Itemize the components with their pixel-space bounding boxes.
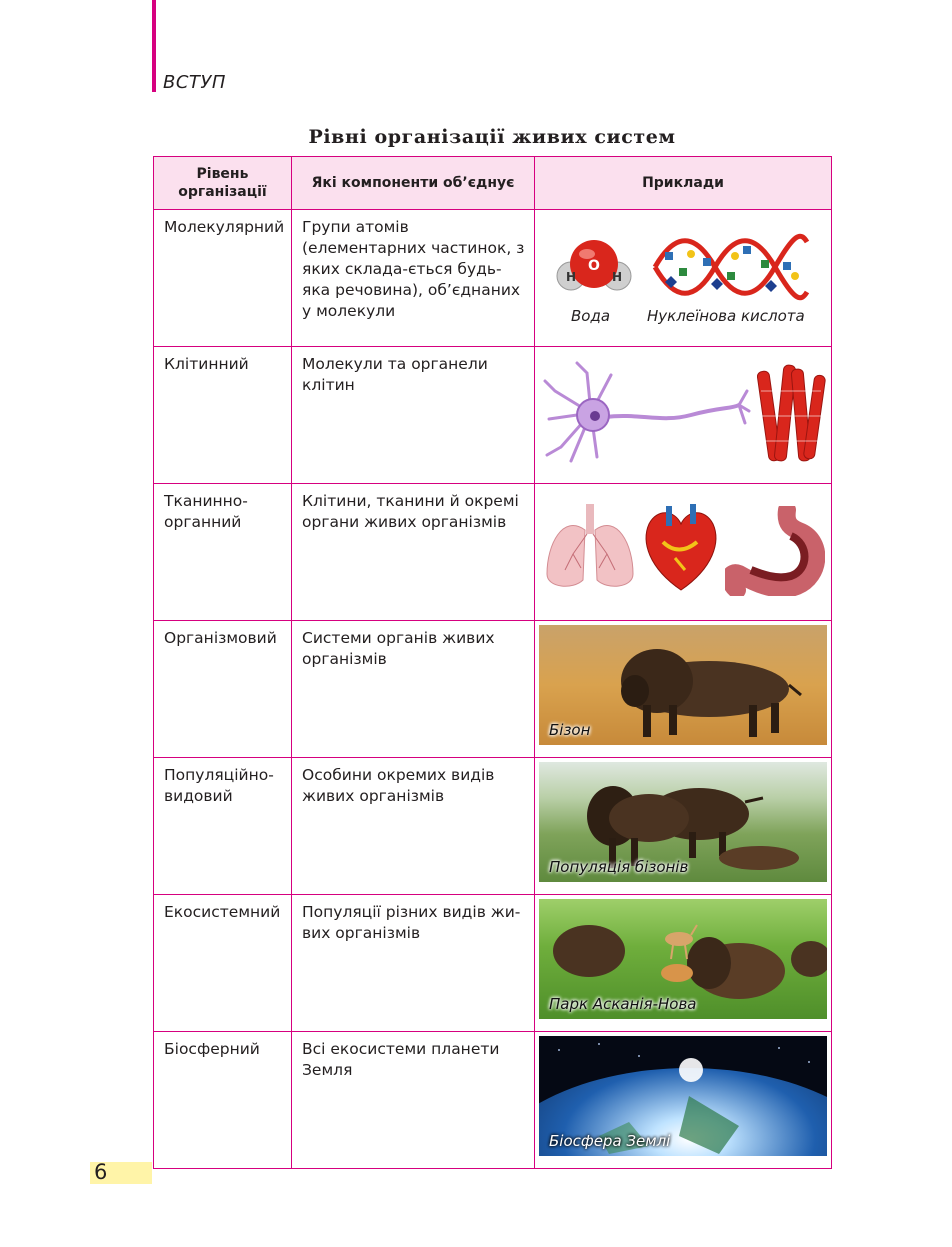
table-row xyxy=(154,1032,832,1169)
photo-caption: Парк Асканія-Нова xyxy=(549,995,697,1013)
levels-table xyxy=(153,156,832,1169)
svg-text:H: H xyxy=(565,270,577,284)
example-caption: Нуклеїнова кислота xyxy=(647,307,805,325)
table-row xyxy=(154,210,832,347)
section-heading: ВСТУП xyxy=(163,72,226,93)
photo-caption: Бізон xyxy=(549,721,591,739)
example-caption: Вода xyxy=(571,307,611,325)
heart-illustration xyxy=(639,502,723,594)
svg-text:H: H xyxy=(611,270,623,284)
table-row xyxy=(154,621,832,758)
examples-cell xyxy=(535,484,832,621)
photo-caption: Біосфера Землі xyxy=(549,1132,671,1150)
examples-cell xyxy=(535,1032,832,1169)
lungs-illustration xyxy=(543,504,637,594)
table-header-row xyxy=(154,157,832,210)
components-cell: Клітини, тканини й окремі органи живих організмів xyxy=(292,484,535,621)
level-cell: Популяційно-видовий xyxy=(154,758,292,895)
page-number-tab xyxy=(90,1162,152,1184)
table-title: Рівні організації живих систем xyxy=(308,126,676,148)
level-cell: Молекулярний xyxy=(154,210,292,347)
neuron-illustration xyxy=(541,361,751,471)
section-marker-bar xyxy=(152,0,156,92)
bison-photo xyxy=(539,625,827,745)
examples-cell xyxy=(535,347,832,484)
examples-cell xyxy=(535,895,832,1032)
level-cell: Клітинний xyxy=(154,347,292,484)
askania-nova-photo xyxy=(539,899,827,1019)
components-cell: Особини окремих видів живих організмів xyxy=(292,758,535,895)
level-cell: Біосферний xyxy=(154,1032,292,1169)
components-cell: Молекули та органели клітин xyxy=(292,347,535,484)
svg-text:O: O xyxy=(588,258,600,274)
dna-helix-illustration xyxy=(651,232,811,302)
examples-cell xyxy=(535,210,832,347)
components-cell: Всі екосистеми планети Земля xyxy=(292,1032,535,1169)
table-row xyxy=(154,484,832,621)
earth-biosphere-photo xyxy=(539,1036,827,1156)
bison-population-photo xyxy=(539,762,827,882)
table-row xyxy=(154,758,832,895)
column-header-examples: Приклади xyxy=(535,157,832,210)
page-number: 6 xyxy=(94,1160,108,1184)
water-molecule-illustration xyxy=(549,232,639,302)
table-row xyxy=(154,895,832,1032)
column-header-components: Які компоненти об’єднує xyxy=(292,157,535,210)
photo-caption: Популяція бізонів xyxy=(549,858,689,876)
level-cell: Організмовий xyxy=(154,621,292,758)
examples-cell xyxy=(535,621,832,758)
components-cell: Популяції різних видів жи-вих організмів xyxy=(292,895,535,1032)
level-cell: Екосистемний xyxy=(154,895,292,1032)
muscle-fibers-illustration xyxy=(757,361,827,471)
examples-cell xyxy=(535,758,832,895)
components-cell: Системи органів живих організмів xyxy=(292,621,535,758)
components-cell: Групи атомів (елементарних частинок, з яких склада-ється будь-яка речовина), об’єднаних у молекули xyxy=(292,210,535,347)
level-cell: Тканинно-органний xyxy=(154,484,292,621)
stomach-illustration xyxy=(725,506,825,596)
table-row xyxy=(154,347,832,484)
column-header-level: Рівень організації xyxy=(154,157,292,210)
